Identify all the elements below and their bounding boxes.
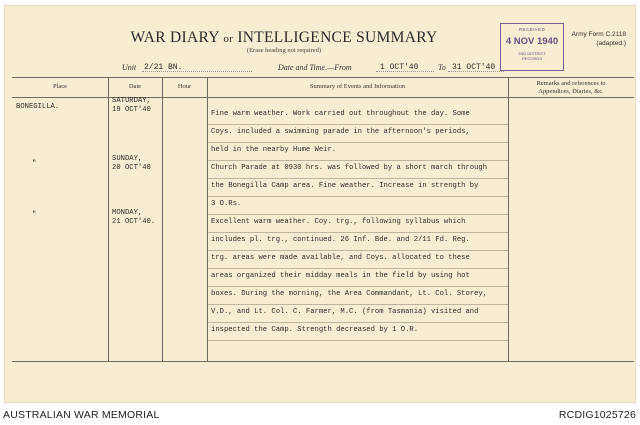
from-dotline (376, 71, 434, 72)
ruled-line (208, 340, 508, 341)
ruled-line (208, 124, 508, 125)
col-divider-place (108, 77, 109, 361)
ruled-line (208, 178, 508, 179)
summary-line: includes pl. trg., continued. 26 Inf. Bde. and 2/11 Fd. Reg. (211, 236, 470, 244)
to-dotline (448, 71, 504, 72)
col-header-remarks-2: Appendices, Diaries, &c. (538, 88, 604, 96)
page-subtitle: (Erase heading not required) (246, 47, 322, 54)
ruled-line (208, 268, 508, 269)
summary-line: inspected the Camp. Strength decreased by 1 O.R. (211, 326, 419, 334)
entry-day: SATURDAY, (112, 97, 151, 105)
col-header-date: Date (128, 83, 142, 90)
entry-date: 20 OCT'40 (112, 164, 151, 172)
entry-day: MONDAY, (112, 209, 143, 217)
entry-date: 19 OCT'40 (112, 106, 151, 114)
entry-date: 21 OCT'40. (112, 218, 156, 226)
ruled-line (208, 232, 508, 233)
date-to-value: 31 OCT'40 (452, 63, 496, 72)
col-divider-summary (508, 77, 509, 361)
stamp-line3 (501, 51, 563, 61)
summary-line: 3 O.Rs. (211, 200, 242, 208)
col-header-remarks-1: Remarks and references to (536, 80, 606, 87)
summary-line: Church Parade at 0930 hrs. was followed by a short march through (211, 164, 488, 172)
title-end: INTELLIGENCE SUMMARY (237, 29, 438, 46)
date-to-label: To (438, 63, 446, 72)
unit-dotline (142, 71, 252, 72)
title-main: WAR DIARY (130, 29, 220, 46)
summary-line: Coys. included a swimming parade in the afternoon's periods, (211, 128, 470, 136)
col-header-remarks (508, 80, 634, 97)
ruled-line (208, 322, 508, 323)
col-header-place: Place (52, 83, 68, 90)
stamp-records: RECORDS (521, 56, 542, 62)
summary-line: trg. areas were made available, and Coys. allocated to these (211, 254, 470, 262)
date-range-label: Date and Time.—From (278, 63, 352, 72)
summary-line: the Bonegilla Camp area. Fine weather. Increase in strength by (211, 182, 479, 190)
page-title (4, 29, 564, 47)
title-or: or (223, 33, 234, 45)
col-header-summary: Summary of Events and Information (309, 83, 406, 90)
summary-line: Excellent warm weather. Coy. trg., following syllabus which (211, 218, 466, 226)
table-header-rule (12, 97, 634, 98)
table-bottom-rule (12, 361, 634, 362)
summary-line: areas organized their midday meals in the field by using hot (211, 272, 470, 280)
summary-line: boxes. During the morning, the Area Commandant, Lt. Col. Storey, (211, 290, 488, 298)
received-stamp (500, 23, 564, 71)
form-name-note: (adapted.) (596, 39, 626, 47)
col-divider-hour (207, 77, 208, 361)
table-top-rule (12, 77, 634, 78)
ruled-line (208, 214, 508, 215)
ruled-line (208, 160, 508, 161)
footer-record-id: RCDIG1025726 (558, 409, 636, 421)
ruled-line (208, 304, 508, 305)
ruled-line (208, 142, 508, 143)
form-name (572, 31, 626, 49)
summary-line: held in the nearby Hume Weir. (211, 146, 337, 154)
entry-place: " (32, 211, 37, 219)
date-from-value: 1 OCT'40 (380, 63, 419, 72)
col-divider-date (162, 77, 163, 361)
entry-place: " (32, 160, 37, 168)
ruled-line (208, 250, 508, 251)
footer-credit: AUSTRALIAN WAR MEMORIAL (3, 409, 160, 421)
entry-day: SUNDAY, (112, 155, 143, 163)
ruled-line (208, 196, 508, 197)
summary-line: Fine warm weather. Work carried out throughout the day. Some (211, 110, 470, 118)
summary-line: V.D., and Lt. Col. C. Farmer, M.C. (from Tasmania) visited and (211, 308, 479, 316)
stamp-line1: RECEIVED (518, 27, 546, 32)
form-name-label: Army Form C.2118 (571, 31, 626, 38)
stamp-date: 4 NOV 1940 (505, 36, 559, 47)
unit-label: Unit (122, 63, 137, 72)
col-header-hour: Hour (177, 83, 192, 90)
ruled-line (208, 286, 508, 287)
entry-place: BONEGILLA. (16, 103, 60, 111)
unit-value: 2/21 BN. (144, 63, 183, 72)
stamp-district: 2ND DISTRICT (518, 51, 546, 56)
diary-sheet (4, 5, 636, 403)
